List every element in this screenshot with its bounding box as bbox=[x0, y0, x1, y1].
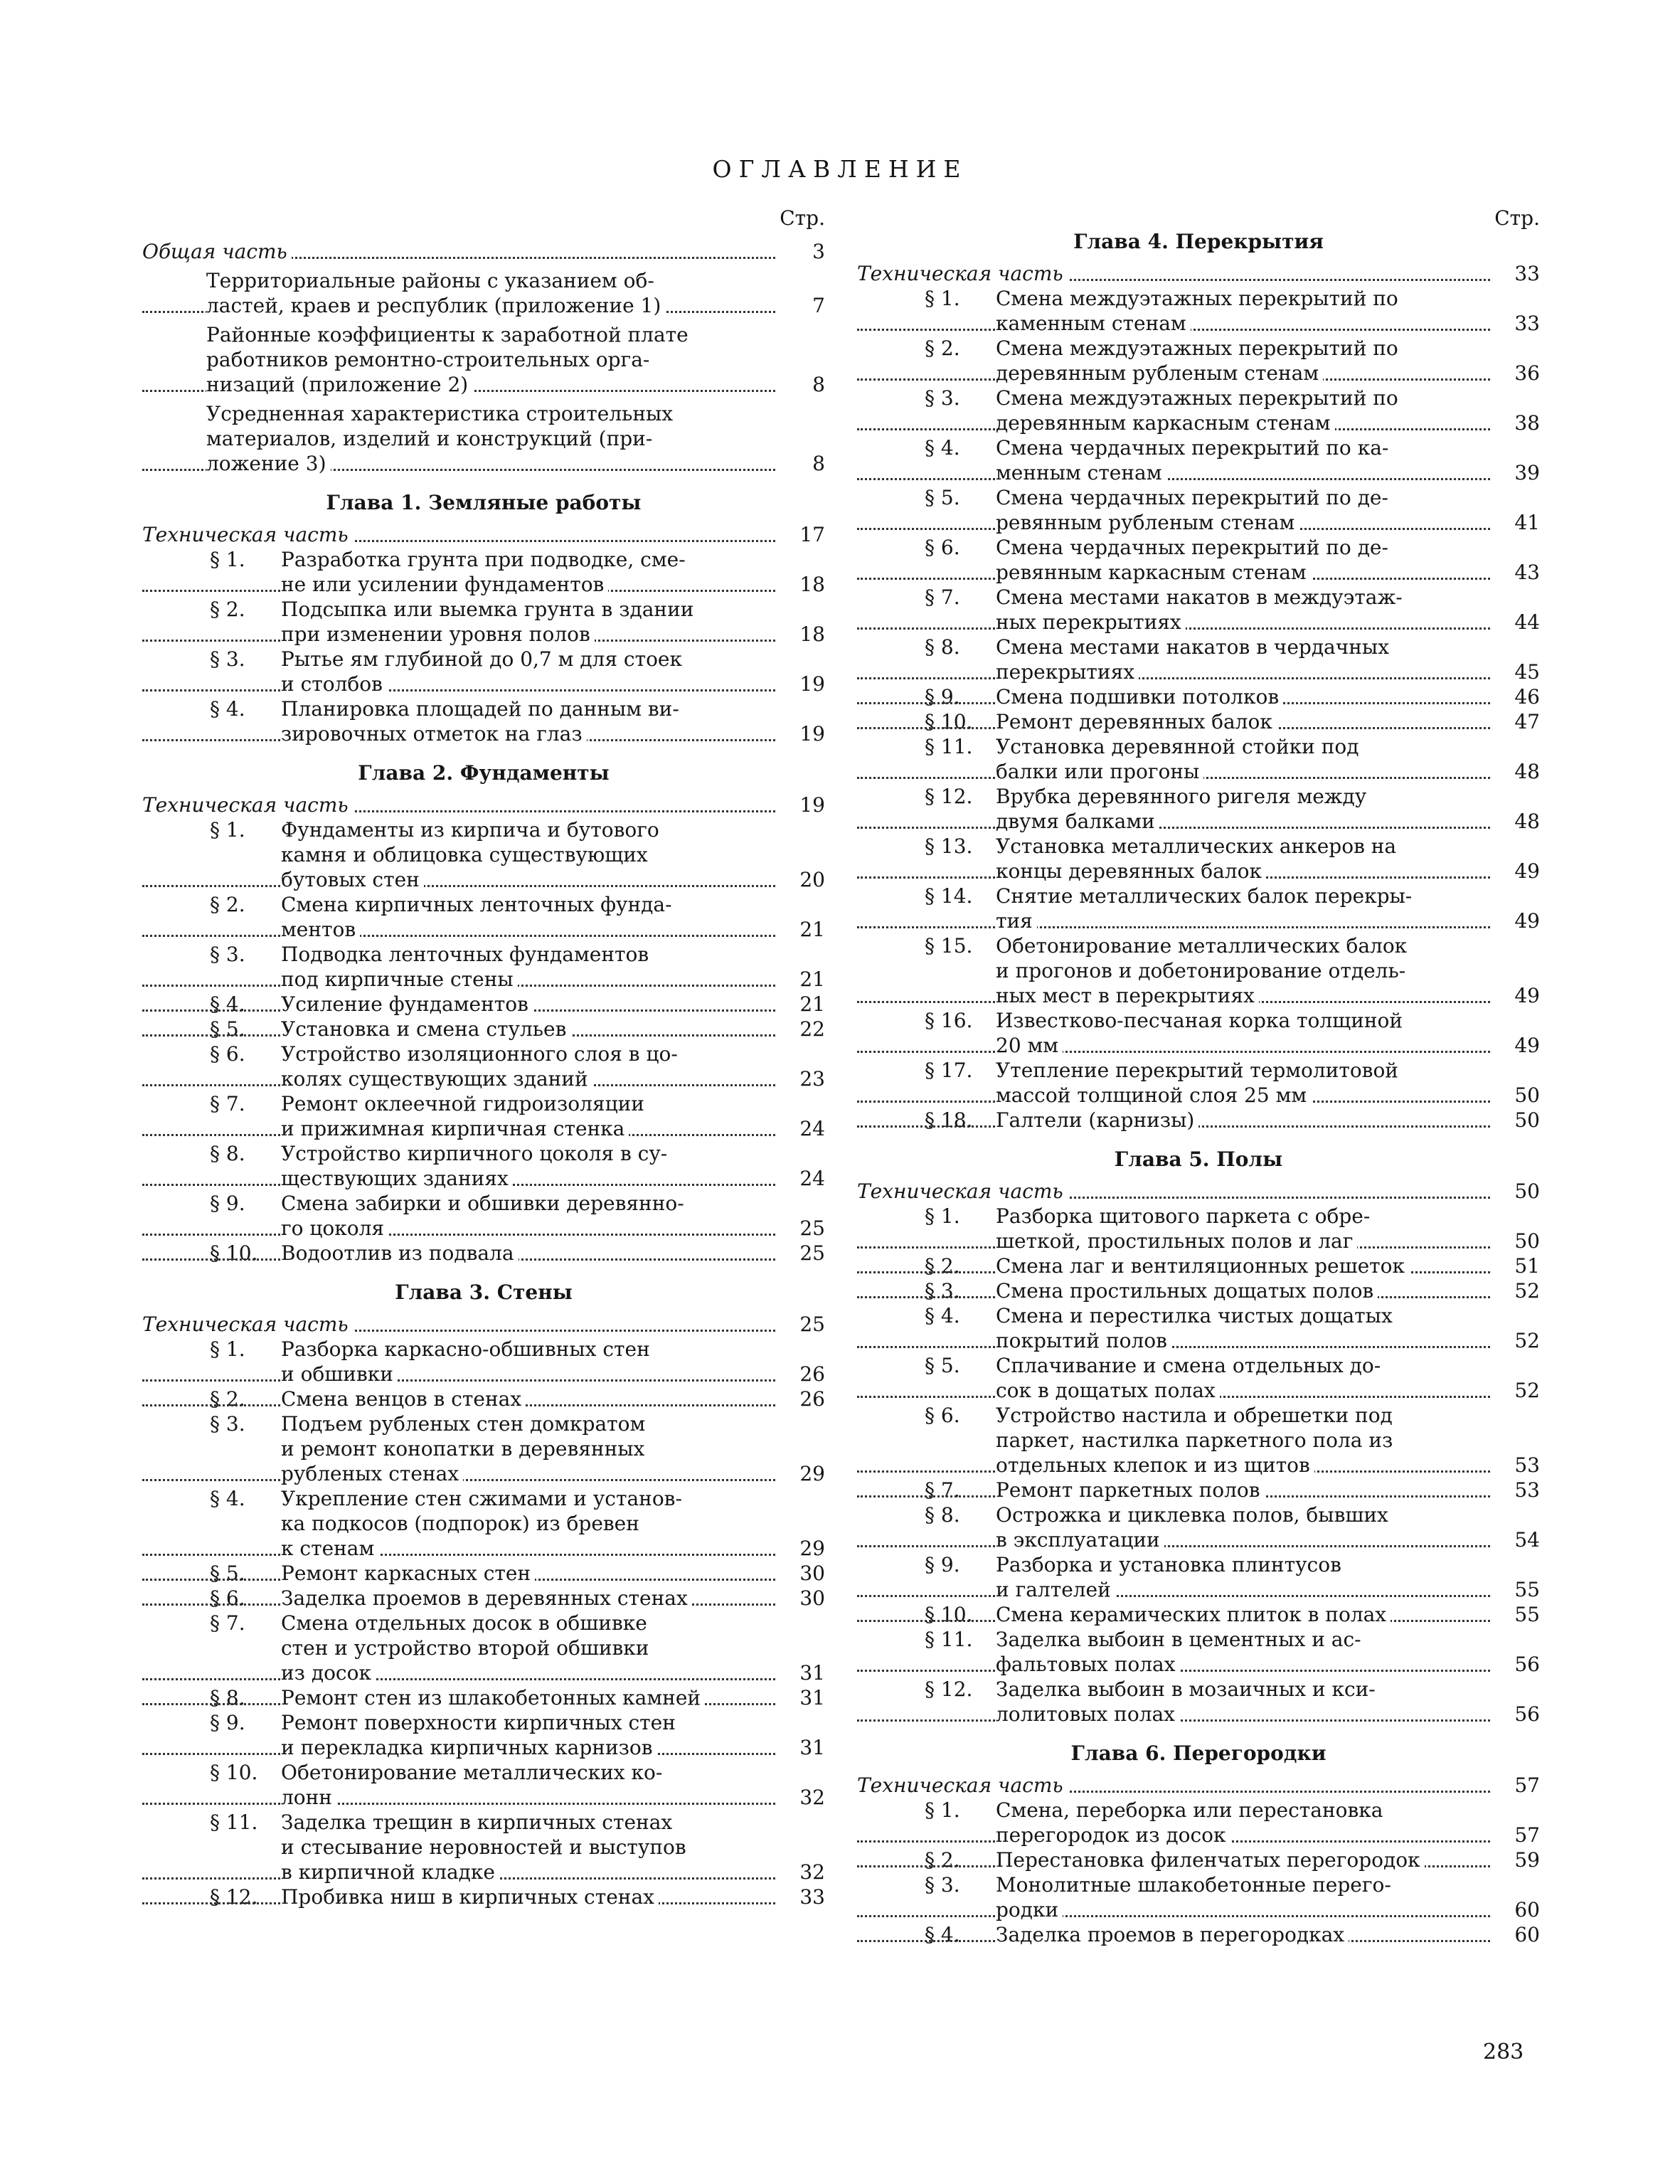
section-number: § 7. bbox=[210, 1092, 245, 1115]
section-number: § 8. bbox=[210, 1686, 245, 1709]
toc-entry bbox=[142, 401, 825, 476]
page-ref: 23 bbox=[799, 1067, 825, 1091]
section-number: § 1. bbox=[925, 287, 960, 310]
section-number: § 9. bbox=[925, 1553, 960, 1576]
section-title: Пробивка ниш в кирпичных стенах bbox=[281, 1885, 775, 1909]
entry-title: Районные коэффициенты к заработной плате работников ремонтно-строительных орга- низаций (приложение 2) bbox=[206, 323, 689, 396]
page-ref: 52 bbox=[1514, 1329, 1540, 1352]
section-title: Смена междуэтажных перекрытий по каменным стенам bbox=[996, 287, 1398, 335]
section-title: Известково-песчаная корка толщиной 20 мм bbox=[996, 1009, 1403, 1057]
toc-section-entry bbox=[142, 892, 825, 942]
toc-section-entry bbox=[857, 1872, 1540, 1922]
section-number: § 11. bbox=[925, 735, 973, 758]
section-title: Подводка ленточных фундаментов под кирпичные стены bbox=[281, 943, 649, 991]
section-title: Водоотлив из подвала bbox=[281, 1241, 775, 1266]
toc-section-entry bbox=[857, 1552, 1540, 1602]
toc-section-entry bbox=[857, 1798, 1540, 1848]
toc-section-entry bbox=[142, 1191, 825, 1241]
section-title: Смена чердачных перекрытий по де- ревянным рубленым стенам bbox=[996, 486, 1388, 534]
toc-section-entry bbox=[142, 817, 825, 892]
section-title: Установка металлических анкеров на концы деревянных балок bbox=[996, 834, 1397, 883]
page-ref: 29 bbox=[799, 1537, 825, 1560]
page-ref: 50 bbox=[1514, 1108, 1540, 1132]
toc-section-entry bbox=[857, 834, 1540, 884]
page-ref: 43 bbox=[1514, 561, 1540, 584]
section-number: § 10. bbox=[925, 1603, 973, 1626]
dot-leader bbox=[857, 1915, 1490, 1917]
section-number: § 5. bbox=[925, 486, 960, 509]
section-title: Устройство изоляционного слоя в цо- колях существующих зданий bbox=[281, 1042, 678, 1091]
section-number: § 8. bbox=[210, 1142, 245, 1165]
dot-leader bbox=[142, 1234, 775, 1236]
page-ref: 47 bbox=[1514, 710, 1540, 733]
page-ref: 59 bbox=[1514, 1848, 1540, 1872]
section-number: § 7. bbox=[925, 1478, 960, 1502]
toc-section-entry bbox=[857, 734, 1540, 784]
toc-section-entry bbox=[142, 696, 825, 746]
section-number: § 3. bbox=[925, 1873, 960, 1897]
page-ref: 48 bbox=[1514, 760, 1540, 783]
page-ref: 18 bbox=[799, 573, 825, 596]
toc-section-entry bbox=[857, 635, 1540, 684]
page-ref: 49 bbox=[1514, 1034, 1540, 1057]
toc-section-entry bbox=[142, 1685, 825, 1710]
section-title: Смена кирпичных ленточных фунда- ментов bbox=[281, 893, 672, 941]
page-ref: 8 bbox=[812, 373, 825, 396]
section-title: Усиление фундаментов bbox=[281, 992, 775, 1017]
page-ref: 38 bbox=[1514, 411, 1540, 435]
toc-section-entry bbox=[857, 1253, 1540, 1278]
section-title: Разработка грунта при подводке, сме- не или усилении фундаментов bbox=[281, 548, 686, 596]
toc-section-entry bbox=[857, 933, 1540, 1008]
page-ref: 26 bbox=[799, 1387, 825, 1411]
section-title: Ремонт стен из шлакобетонных камней bbox=[281, 1685, 775, 1710]
toc-section-entry bbox=[857, 1848, 1540, 1872]
toc-section-entry bbox=[142, 597, 825, 647]
section-title: Смена, переборка или перестановка перегородок из досок bbox=[996, 1798, 1383, 1847]
toc-section-entry bbox=[857, 1478, 1540, 1502]
page-ref: 30 bbox=[799, 1562, 825, 1585]
toc-section-entry bbox=[142, 1885, 825, 1909]
section-number: § 4. bbox=[210, 992, 245, 1016]
toc-entry bbox=[857, 261, 1540, 286]
section-number: § 14. bbox=[925, 884, 973, 908]
section-number: § 16. bbox=[925, 1009, 973, 1032]
page-ref: 20 bbox=[799, 868, 825, 891]
entry-title: Территориальные районы с указанием об- ластей, краев и республик (приложение 1) bbox=[206, 269, 665, 317]
page-ref: 29 bbox=[799, 1462, 825, 1485]
page-ref: 3 bbox=[812, 240, 825, 263]
page-ref: 60 bbox=[1514, 1923, 1540, 1946]
toc-section-entry bbox=[857, 336, 1540, 386]
section-number: § 6. bbox=[210, 1586, 245, 1610]
section-title: Ремонт паркетных полов bbox=[996, 1478, 1490, 1502]
page-column-label-right: Стр. bbox=[1494, 206, 1540, 230]
toc-entry bbox=[857, 1773, 1540, 1798]
section-title: Разборка и установка плинтусов и галтелей bbox=[996, 1553, 1341, 1601]
section-number: § 11. bbox=[925, 1628, 973, 1651]
dot-leader bbox=[857, 1346, 1490, 1348]
toc-section-entry bbox=[857, 435, 1540, 485]
toc-section-entry bbox=[142, 1337, 825, 1387]
page-ref: 24 bbox=[799, 1117, 825, 1140]
page-ref: 60 bbox=[1514, 1898, 1540, 1921]
chapter-heading: Глава 3. Стены bbox=[395, 1281, 573, 1304]
entry-title: Техническая часть bbox=[857, 262, 1068, 285]
section-number: § 8. bbox=[925, 1503, 960, 1527]
chapter-heading: Глава 2. Фундаменты bbox=[358, 761, 610, 785]
page-ref: 24 bbox=[799, 1167, 825, 1190]
toc-section-entry bbox=[857, 1502, 1540, 1552]
page-ref: 41 bbox=[1514, 511, 1540, 534]
section-number: § 2. bbox=[925, 1848, 960, 1872]
toc-left-column bbox=[142, 235, 825, 1909]
section-number: § 6. bbox=[925, 536, 960, 559]
page-ref: 57 bbox=[1514, 1774, 1540, 1797]
page-number: 283 bbox=[1483, 2040, 1524, 2064]
page-ref: 19 bbox=[799, 793, 825, 817]
section-number: § 6. bbox=[210, 1042, 245, 1066]
section-number: § 8. bbox=[925, 635, 960, 659]
toc-section-entry bbox=[142, 1810, 825, 1885]
section-number: § 1. bbox=[210, 548, 245, 571]
toc-section-entry bbox=[857, 386, 1540, 435]
section-title: Установка и смена стульев bbox=[281, 1017, 775, 1041]
section-number: § 12. bbox=[210, 1885, 258, 1909]
page-ref: 33 bbox=[1514, 262, 1540, 285]
section-title: Острожка и циклевка полов, бывших в эксплуатации bbox=[996, 1503, 1388, 1552]
page-ref: 53 bbox=[1514, 1478, 1540, 1502]
toc-section-entry bbox=[142, 1486, 825, 1561]
section-title: Смена лаг и вентиляционных решеток bbox=[996, 1253, 1490, 1278]
dot-leader bbox=[142, 885, 775, 887]
section-number: § 6. bbox=[925, 1404, 960, 1427]
toc-section-entry bbox=[857, 884, 1540, 933]
toc-entry bbox=[857, 1179, 1540, 1204]
dot-leader bbox=[857, 677, 1490, 679]
toc-section-entry bbox=[857, 1627, 1540, 1677]
section-number: § 1. bbox=[925, 1798, 960, 1822]
toc-section-entry bbox=[857, 1108, 1540, 1133]
toc-section-entry bbox=[142, 1561, 825, 1586]
page-ref: 25 bbox=[799, 1241, 825, 1265]
section-title: Заделка трещин в кирпичных стенах и стесывание неровностей и выступов в кирпичной кладке bbox=[281, 1811, 686, 1884]
toc-section-entry bbox=[857, 1204, 1540, 1253]
section-title: Обетонирование металлических балок и прогонов и добетонирование отдель- ных мест в перекрытиях bbox=[996, 934, 1408, 1007]
entry-title: Усредненная характеристика строительных материалов, изделий и конструкций (при- ложение 3) bbox=[206, 402, 674, 475]
dot-leader bbox=[142, 935, 775, 937]
section-number: § 9. bbox=[925, 685, 960, 709]
entry-title: Техническая часть bbox=[857, 1774, 1068, 1797]
section-number: § 9. bbox=[210, 1192, 245, 1215]
page-ref: 56 bbox=[1514, 1702, 1540, 1726]
page-ref: 44 bbox=[1514, 610, 1540, 634]
toc-entry bbox=[142, 1312, 825, 1337]
entry-title: Общая часть bbox=[142, 240, 292, 263]
section-number: § 4. bbox=[210, 697, 245, 721]
toc-section-entry bbox=[142, 647, 825, 696]
section-number: § 3. bbox=[925, 386, 960, 410]
section-title: Смена междуэтажных перекрытий по деревянным рубленым стенам bbox=[996, 336, 1398, 385]
section-title: Подъем рубленых стен домкратом и ремонт конопатки в деревянных рубленых стенах bbox=[281, 1412, 646, 1485]
page-ref: 18 bbox=[799, 622, 825, 646]
section-title: Смена чердачных перекрытий по де- ревянным каркасным стенам bbox=[996, 536, 1388, 584]
section-number: § 2. bbox=[925, 1254, 960, 1278]
section-title: Ремонт каркасных стен bbox=[281, 1561, 775, 1586]
toc-section-entry bbox=[142, 1091, 825, 1141]
page-ref: 17 bbox=[799, 523, 825, 546]
section-number: § 4. bbox=[925, 436, 960, 460]
page-ref: 21 bbox=[799, 968, 825, 991]
toc-section-entry bbox=[857, 286, 1540, 336]
toc-right-column bbox=[857, 229, 1540, 1947]
toc-entry bbox=[142, 322, 825, 397]
toc-section-entry bbox=[142, 1611, 825, 1685]
section-number: § 10. bbox=[210, 1241, 258, 1265]
toc-section-entry bbox=[142, 1411, 825, 1486]
page-ref: 49 bbox=[1514, 909, 1540, 933]
section-title: Перестановка филенчатых перегородок bbox=[996, 1848, 1490, 1872]
section-title: Укрепление стен сжимами и установ- ка подкосов (подпорок) из бревен к стенам bbox=[281, 1487, 682, 1560]
page-ref: 46 bbox=[1514, 685, 1540, 709]
dot-leader bbox=[142, 1554, 775, 1556]
section-title: Смена керамических плиток в полах bbox=[996, 1602, 1490, 1627]
page-ref: 48 bbox=[1514, 810, 1540, 833]
page-ref: 52 bbox=[1514, 1379, 1540, 1402]
section-number: § 1. bbox=[210, 818, 245, 842]
page-ref: 32 bbox=[799, 1860, 825, 1884]
section-number: § 2. bbox=[210, 1387, 245, 1411]
section-title: Смена венцов в стенах bbox=[281, 1387, 775, 1411]
page-ref: 21 bbox=[799, 918, 825, 941]
page-ref: 49 bbox=[1514, 859, 1540, 883]
page-ref: 50 bbox=[1514, 1083, 1540, 1107]
section-number: § 12. bbox=[925, 1677, 973, 1701]
toc-entry bbox=[142, 239, 825, 264]
toc-section-entry bbox=[857, 535, 1540, 585]
toc-entry bbox=[142, 522, 825, 547]
page-ref: 53 bbox=[1514, 1453, 1540, 1477]
page-ref: 33 bbox=[1514, 312, 1540, 335]
section-title: Обетонирование металлических ко- лонн bbox=[281, 1761, 663, 1809]
section-title: Рытье ям глубиной до 0,7 м для стоек и столбов bbox=[281, 647, 683, 696]
section-title: Ремонт деревянных балок bbox=[996, 709, 1490, 734]
page-ref: 8 bbox=[812, 452, 825, 475]
toc-section-entry bbox=[857, 1278, 1540, 1303]
entry-title: Техническая часть bbox=[857, 1180, 1068, 1203]
toc-entry bbox=[142, 268, 825, 318]
section-title: Смена междуэтажных перекрытий по деревянным каркасным стенам bbox=[996, 386, 1398, 435]
section-title: Планировка площадей по данным ви- зировочных отметок на глаз bbox=[281, 697, 679, 746]
dot-leader bbox=[857, 1545, 1490, 1547]
section-title: Смена отдельных досок в обшивке стен и устройство второй обшивки из досок bbox=[281, 1611, 649, 1685]
section-number: § 5. bbox=[210, 1562, 245, 1585]
dot-leader bbox=[142, 1803, 775, 1805]
entry-title: Техническая часть bbox=[142, 523, 353, 546]
page-ref: 52 bbox=[1514, 1279, 1540, 1303]
chapter-heading: Глава 1. Земляные работы bbox=[326, 491, 642, 514]
page-ref: 50 bbox=[1514, 1180, 1540, 1203]
toc-section-entry bbox=[142, 1141, 825, 1191]
section-title: Врубка деревянного ригеля между двумя балками bbox=[996, 785, 1367, 833]
page-ref: 7 bbox=[812, 294, 825, 317]
page-ref: 45 bbox=[1514, 660, 1540, 684]
section-title: Монолитные шлакобетонные перего- родки bbox=[996, 1873, 1391, 1921]
toc-section-entry bbox=[142, 1586, 825, 1611]
section-number: § 2. bbox=[925, 336, 960, 360]
section-title: Смена местами накатов в чердачных перекрытиях bbox=[996, 635, 1389, 684]
section-number: § 17. bbox=[925, 1059, 973, 1082]
dot-leader bbox=[857, 926, 1490, 928]
section-title: Сплачивание и смена отдельных до- сок в дощатых полах bbox=[996, 1354, 1381, 1402]
dot-leader bbox=[142, 689, 775, 691]
page-ref: 55 bbox=[1514, 1603, 1540, 1626]
toc-section-entry bbox=[857, 1303, 1540, 1353]
section-title: Заделка проемов в деревянных стенах bbox=[281, 1586, 775, 1611]
section-number: § 3. bbox=[210, 943, 245, 966]
toc-section-entry bbox=[857, 585, 1540, 635]
section-number: § 3. bbox=[210, 647, 245, 671]
page-ref: 19 bbox=[799, 722, 825, 746]
page-ref: 54 bbox=[1514, 1528, 1540, 1552]
section-number: § 10. bbox=[925, 710, 973, 733]
chapter-heading: Глава 5. Полы bbox=[1114, 1147, 1283, 1171]
section-number: § 4. bbox=[925, 1304, 960, 1327]
dot-leader bbox=[857, 827, 1490, 829]
dot-leader bbox=[857, 1051, 1490, 1053]
toc-section-entry bbox=[142, 1041, 825, 1091]
section-number: § 3. bbox=[210, 1412, 245, 1436]
toc-section-entry bbox=[857, 485, 1540, 535]
toc-section-entry bbox=[142, 992, 825, 1017]
section-title: Смена подшивки потолков bbox=[996, 684, 1490, 709]
toc-section-entry bbox=[857, 709, 1540, 734]
section-title: Разборка каркасно-обшивных стен и обшивки bbox=[281, 1337, 650, 1386]
section-number: § 18. bbox=[925, 1108, 973, 1132]
toc-section-entry bbox=[857, 784, 1540, 834]
section-title: Фундаменты из кирпича и бутового камня и облицовка существующих бутовых стен bbox=[281, 818, 659, 891]
section-title: Ремонт оклеечной гидроизоляции и прижимная кирпичная стенка bbox=[281, 1092, 644, 1140]
section-title: Смена чердачных перекрытий по ка- менным стенам bbox=[996, 436, 1389, 484]
dot-leader bbox=[857, 1595, 1490, 1597]
page-ref: 25 bbox=[799, 1216, 825, 1240]
entry-title: Техническая часть bbox=[142, 793, 353, 817]
toc-section-entry bbox=[142, 1387, 825, 1411]
section-title: Заделка выбоин в цементных и ас- фальтовых полах bbox=[996, 1628, 1361, 1676]
section-title: Разборка щитового паркета с обре- шеткой, простильных полов и лаг bbox=[996, 1204, 1371, 1253]
toc-section-entry bbox=[857, 1922, 1540, 1947]
page-ref: 25 bbox=[799, 1313, 825, 1336]
toc-section-entry bbox=[857, 1353, 1540, 1403]
chapter-heading: Глава 6. Перегородки bbox=[1070, 1742, 1327, 1765]
section-number: § 9. bbox=[210, 1711, 245, 1734]
page-ref: 36 bbox=[1514, 361, 1540, 385]
toc-section-entry bbox=[142, 1760, 825, 1810]
section-number: § 7. bbox=[925, 585, 960, 609]
section-title: Смена забирки и обшивки деревянно- го цоколя bbox=[281, 1192, 684, 1240]
section-number: § 3. bbox=[925, 1279, 960, 1303]
page-ref: 31 bbox=[799, 1736, 825, 1759]
section-number: § 5. bbox=[925, 1354, 960, 1377]
toc-section-entry bbox=[857, 1058, 1540, 1108]
section-title: Устройство настила и обрешетки под паркет, настилка паркетного пола из отдельных клепок и из щитов bbox=[996, 1404, 1393, 1477]
section-number: § 2. bbox=[210, 893, 245, 916]
section-title: Снятие металлических балок перекры- тия bbox=[996, 884, 1413, 933]
section-number: § 11. bbox=[210, 1811, 258, 1834]
page-ref: 33 bbox=[799, 1885, 825, 1909]
page-ref: 49 bbox=[1514, 984, 1540, 1007]
page-ref: 31 bbox=[799, 1686, 825, 1709]
section-number: § 4. bbox=[210, 1487, 245, 1510]
toc-section-entry bbox=[857, 684, 1540, 709]
section-title: Смена и перестилка чистых дощатых покрытий полов bbox=[996, 1304, 1393, 1352]
toc-section-entry bbox=[142, 1241, 825, 1266]
page-ref: 55 bbox=[1514, 1578, 1540, 1601]
toc-section-entry bbox=[857, 1602, 1540, 1627]
section-number: § 13. bbox=[925, 834, 973, 858]
page-ref: 39 bbox=[1514, 461, 1540, 484]
toc-section-entry bbox=[142, 547, 825, 597]
page-ref: 22 bbox=[799, 1017, 825, 1041]
page-ref: 32 bbox=[799, 1786, 825, 1809]
chapter-heading: Глава 4. Перекрытия bbox=[1073, 230, 1324, 253]
page-ref: 31 bbox=[799, 1661, 825, 1685]
page-ref: 51 bbox=[1514, 1254, 1540, 1278]
section-title: Установка деревянной стойки под балки или прогоны bbox=[996, 735, 1359, 783]
page-column-label-left: Стр. bbox=[780, 206, 825, 230]
page-ref: 19 bbox=[799, 672, 825, 696]
page-ref: 21 bbox=[799, 992, 825, 1016]
section-number: § 1. bbox=[925, 1204, 960, 1228]
toc-section-entry bbox=[857, 1403, 1540, 1478]
section-title: Заделка выбоин в мозаичных и кси- лолитовых полах bbox=[996, 1677, 1376, 1726]
toc-section-entry bbox=[142, 942, 825, 992]
section-title: Ремонт поверхности кирпичных стен и перекладка кирпичных карнизов bbox=[281, 1711, 676, 1759]
section-title: Галтели (карнизы) bbox=[996, 1108, 1490, 1133]
page-ref: 57 bbox=[1514, 1823, 1540, 1847]
entry-title: Техническая часть bbox=[142, 1313, 353, 1336]
section-number: § 12. bbox=[925, 785, 973, 808]
section-title: Утепление перекрытий термолитовой массой толщиной слоя 25 мм bbox=[996, 1059, 1398, 1107]
toc-section-entry bbox=[857, 1677, 1540, 1727]
page-title: ОГЛАВЛЕНИЕ bbox=[712, 155, 968, 183]
section-number: § 5. bbox=[210, 1017, 245, 1041]
dot-leader bbox=[142, 1678, 775, 1680]
toc-section-entry bbox=[857, 1008, 1540, 1058]
page-ref: 50 bbox=[1514, 1229, 1540, 1253]
section-title: Смена простильных дощатых полов bbox=[996, 1278, 1490, 1303]
page-ref: 56 bbox=[1514, 1653, 1540, 1676]
section-number: § 7. bbox=[210, 1611, 245, 1635]
section-number: § 15. bbox=[925, 934, 973, 958]
section-number: § 4. bbox=[925, 1923, 960, 1946]
toc-section-entry bbox=[142, 1710, 825, 1760]
dot-leader bbox=[142, 1379, 775, 1382]
page-ref: 26 bbox=[799, 1362, 825, 1386]
section-title: Заделка проемов в перегородках bbox=[996, 1922, 1490, 1947]
dot-leader bbox=[857, 478, 1490, 480]
section-title: Устройство кирпичного цоколя в су- ществующих зданиях bbox=[281, 1142, 668, 1190]
section-number: § 1. bbox=[210, 1337, 245, 1361]
page-ref: 30 bbox=[799, 1586, 825, 1610]
section-number: § 10. bbox=[210, 1761, 258, 1784]
section-number: § 2. bbox=[210, 598, 245, 621]
toc-section-entry bbox=[142, 1017, 825, 1041]
section-title: Смена местами накатов в междуэтаж- ных перекрытиях bbox=[996, 585, 1403, 634]
toc-entry bbox=[142, 793, 825, 817]
section-title: Подсыпка или выемка грунта в здании при изменении уровня полов bbox=[281, 598, 694, 646]
